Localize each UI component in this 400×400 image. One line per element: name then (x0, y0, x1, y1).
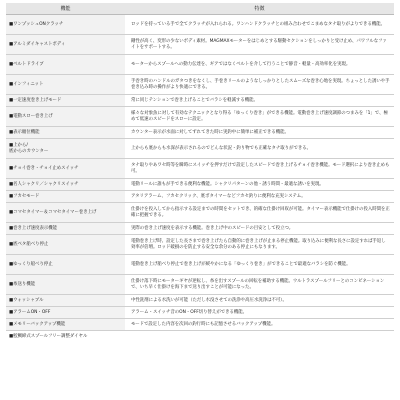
feature-description-cell: 中性洗剤による水洗いが可能（ただし水没させての洗浄や高圧水洗浄は不可）。 (125, 295, 394, 307)
table-row (6, 191, 394, 203)
feature-description-cell: 常に同じテンションで巻き上げることでバラシを軽減する機能。 (125, 95, 394, 107)
table-row (6, 319, 394, 331)
table-row (6, 75, 394, 95)
feature-name-cell (6, 95, 125, 107)
feature-name-line: ■アラームON・OFF (9, 309, 51, 315)
feature-name-line: ■ベルトドライブ (9, 61, 44, 67)
feature-name-line: ■インフィニット (9, 81, 44, 87)
feature-description-cell: 様々な対象魚に対して有効なテクニックとなり得る「ゆっくり巻き」ができる機能。電動巻き上げ速度調節のつまみを「1」で、極めて低速のスピードをスローに設定。 (125, 107, 394, 127)
feature-name-line: ■表示順位機能 (9, 129, 40, 135)
feature-name-cell (6, 55, 125, 75)
feature-description-cell: 仕掛けを投入してから指示する設定までの時間をセットでき、的確な仕掛け回収が可能。タイマー表示機能で仕掛けの投入時間を正確に把握できる。 (125, 203, 394, 223)
feature-name-cell (6, 223, 125, 235)
table-row (6, 235, 394, 255)
feature-name-cell (6, 15, 125, 35)
feature-description-cell: ロッドを持っている手で全てクラッチが入れられる。ワンハンドクラッチとの組み合わせでこまめなタナ取りがよりできる機能。 (125, 15, 394, 35)
feature-name-line: ■コマセタイマー＆コマセタイマー巻き上げ (9, 209, 97, 215)
feature-name-line: ■一定速度巻き上げモード (9, 97, 62, 103)
feature-name-line: ■電動スロー巻き上げ (9, 113, 53, 119)
feature-name-cell (6, 127, 125, 139)
table-row (6, 307, 394, 319)
feature-name-line: 底からのカウンター (9, 148, 49, 154)
feature-description-cell: 仕掛け落下時にモーターギヤが逆転し、糸を出すスプールの回転を補助する機能。ウルトラスプールフリーとのコンビネーションで、いち早く仕掛けを海下まで送り出すことが可能になった。 (125, 275, 394, 295)
feature-name-cell (6, 159, 125, 179)
feature-name-cell (6, 107, 125, 127)
table-header-row (6, 3, 394, 15)
table-body (6, 15, 394, 343)
feature-description-cell: 上からも底からも水深が表示されるのでどんな状況・釣り物でも正確なタナ取りができる。 (125, 139, 394, 159)
table-row (6, 275, 394, 295)
feature-name-line: ■メモリーバックアップ機能 (9, 321, 66, 327)
feature-name-line: ■糸送り機能 (9, 281, 36, 287)
table-row (6, 295, 394, 307)
feature-name-cell (6, 295, 125, 307)
feature-description-cell: モードで設定した内容を次回の釣行時にも記憶させるバックアップ機能。 (125, 319, 394, 331)
table-row (6, 223, 394, 235)
feature-name-line: ■名人シャクリ／シャクリスイッチ (9, 181, 79, 187)
feature-name-line: ■ゆっくり船べり停止 (9, 261, 53, 267)
feature-description-cell: アタリアラーム、フカセクリック、底ボタイマーなどフカセ釣りに便利な充実システム。 (125, 191, 394, 203)
feature-name-cell (6, 203, 125, 223)
feature-name-cell (6, 255, 125, 275)
feature-name-cell (6, 139, 125, 159)
feature-name-cell (6, 307, 125, 319)
feature-description-cell: カウンター表示が水面に対してずれてきた時に実釣中に簡単に補正できる機能。 (125, 127, 394, 139)
feature-name-line: ■巻き上げ速度表示機能 (9, 225, 58, 231)
feature-description-cell: 電動巻き上げ時、設定した長さまで巻き上げたら自動的に巻き上げが止まる停止機能。取り込みに便利な長さに設定すれば手返し効率が倍増。ロッド破損のを防止する安全な余分のある停止にもなります。 (125, 235, 394, 255)
feature-name-line: ■ワンプッシュONクラッチ (9, 21, 64, 27)
feature-name-cell (6, 179, 125, 191)
feature-name-line: ■フカセモード (9, 193, 40, 199)
feature-name-line: ■鮫鯛締式スプールフリー調整ダイヤル (9, 333, 88, 339)
table-row (6, 107, 394, 127)
feature-name-line: ■アルミダイキャストボディ (9, 41, 66, 47)
feature-description-cell (125, 331, 394, 343)
table-row (6, 127, 394, 139)
feature-name-cell (6, 35, 125, 55)
table-row (6, 55, 394, 75)
feature-description-cell: タナ取りやあワセ時等を瞬時にスイッチを押すだけで設定したスピードで巻き上げるチョイ巻き機能。モード選択により巻き止めも可。 (125, 159, 394, 179)
feature-name-line: ■ウォッシャブル (9, 297, 44, 303)
header-feature: 機能 (6, 3, 125, 15)
table-row (6, 331, 394, 343)
table-row (6, 139, 394, 159)
feature-name-line: ■底ベタ船べり停止 (9, 241, 49, 247)
table-row (6, 35, 394, 55)
table-row (6, 203, 394, 223)
feature-name-cell (6, 235, 125, 255)
feature-description-cell: アラーム・スイッチ音のON・OFF切り替えができる機能。 (125, 307, 394, 319)
feature-name-line: ■チョイ巻き・チョイ止めスイッチ (9, 165, 79, 171)
table-row (6, 255, 394, 275)
feature-name-line: ■上から/ (9, 142, 28, 148)
table-row (6, 159, 394, 179)
feature-description-cell: 実際の巻き上げ速度を表示する機能。巻き上げ中のスピードの目安として役立つ。 (125, 223, 394, 235)
header-detail: 特徴 (125, 3, 394, 15)
feature-name-cell (6, 275, 125, 295)
feature-description-cell: 電動リールに誰もが手できる便利な機能。シャクリパターンの他・誘う時間・最適な誘いを実現。 (125, 179, 394, 191)
table-row (6, 95, 394, 107)
table-row (6, 179, 394, 191)
feature-name-cell (6, 319, 125, 331)
feature-description-cell: 電動巻き上げ船べり停止で巻き上げが緩やかになる「ゆっくり巻き」ができることで最適なバラシを防ぐ機能。 (125, 255, 394, 275)
feature-description-cell: モーターからスプールへの動力伝達を、ギアではなくベルトを介して行うことで静音・軽量・高効率化を実現。 (125, 55, 394, 75)
feature-table (6, 3, 394, 343)
feature-description-cell: 剛性が高く、変形の少ないボディ素材。MAGMAXモーターをはじめとする駆動セクションをしっかりと受け止め、パワフルなファイトをサポートする。 (125, 35, 394, 55)
feature-table-container (6, 3, 394, 343)
feature-description-cell: 手巻き時のハンドルのガタつきをなくし、手巻きリールのようなしっかりとしたスムーズな巻き心地を実現。ちょっとした誘いや手巻き込み時の操作がより快適にできる。 (125, 75, 394, 95)
feature-name-cell (6, 191, 125, 203)
feature-name-cell (6, 331, 125, 343)
feature-name-cell (6, 75, 125, 95)
table-row (6, 15, 394, 35)
